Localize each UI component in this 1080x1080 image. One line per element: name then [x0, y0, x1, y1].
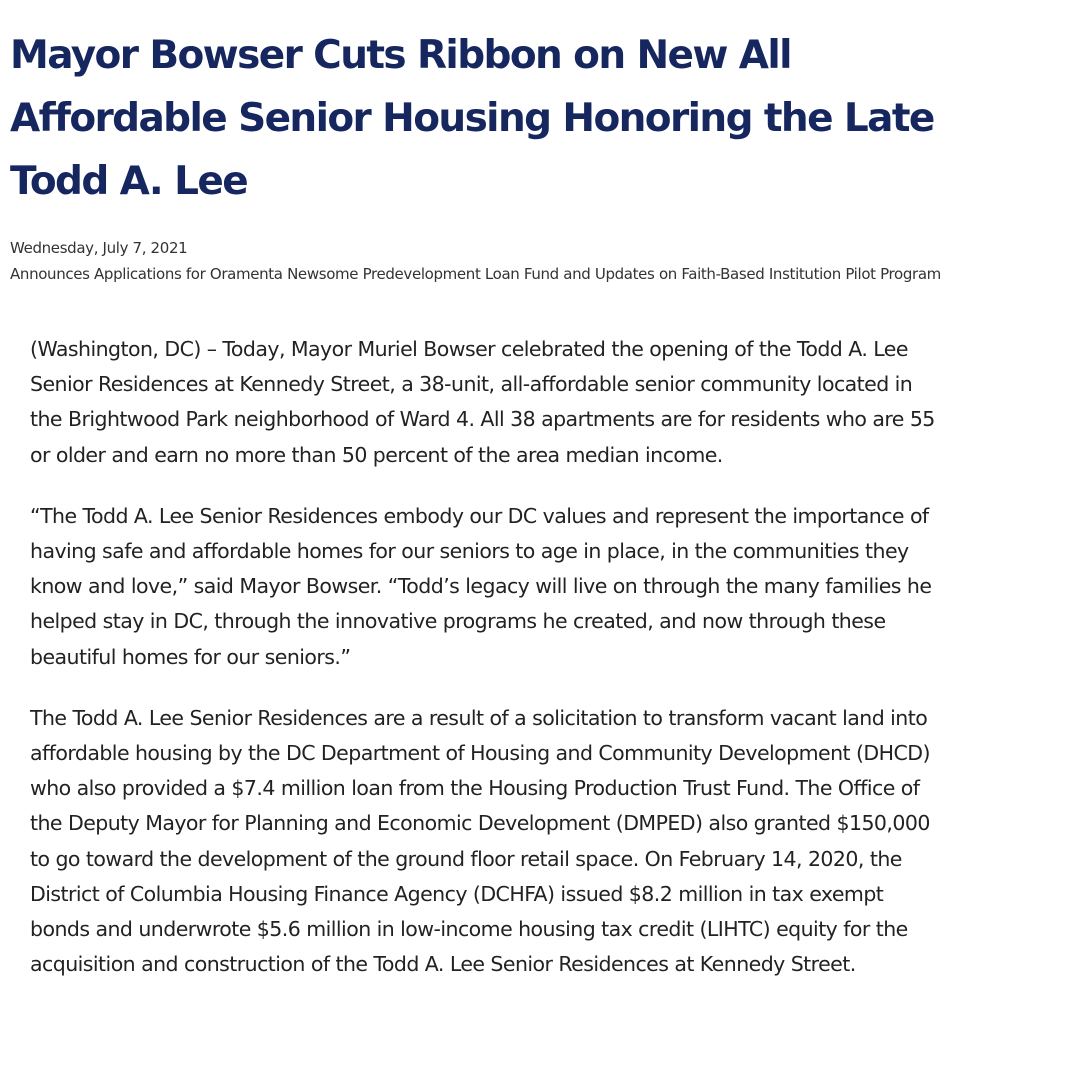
article-headline: Mayor Bowser Cuts Ribbon on New All Affordable Senior Housing Honoring the Late Todd A. Lee	[10, 33, 934, 204]
article-subheadline: Announces Applications for Oramenta Newsome Predevelopment Loan Fund and Updates on Faith-Based Institution Pilot Program	[10, 264, 941, 283]
body-paragraph: The Todd A. Lee Senior Residences are a result of a solicitation to transform vacant land into affordable housing by the DC Department of Housing and Community Development (DHCD) who also provided a $7.4 million loan from the Housing Production Trust Fund. The Office of the Deputy Mayor for Planning and Economic Development (DMPED) also granted $150,000 to go toward the development of the ground floor retail space. On February 14, 2020, the District of Columbia Housing Finance Agency (DCHFA) issued $8.2 million in tax exempt bonds and underwrote $5.6 million in low-income housing tax credit (LIHTC) equity for the acquisition and construction of the Todd A. Lee Senior Residences at Kennedy Street.	[30, 705, 930, 977]
article-meta	[10, 236, 960, 287]
article-date: Wednesday, July 7, 2021	[10, 239, 188, 257]
body-paragraph: “The Todd A. Lee Senior Residences embody our DC values and represent the importance of having safe and affordable homes for our seniors to age in place, in the communities they know and love,” said Mayor Bowser. “Todd’s legacy will live on through the many families he helped stay in DC, through the innovative programs he created, and now through these beautiful homes for our seniors.”	[30, 503, 932, 669]
article-body	[30, 332, 935, 1008]
body-paragraph: (Washington, DC) – Today, Mayor Muriel Bowser celebrated the opening of the Todd A. Lee Senior Residences at Kennedy Street, a 38-unit, all-affordable senior community located in the Brightwood Park neighborhood of Ward 4. All 38 apartments are for residents who are 55 or older and earn no more than 50 percent of the area median income.	[30, 337, 935, 467]
